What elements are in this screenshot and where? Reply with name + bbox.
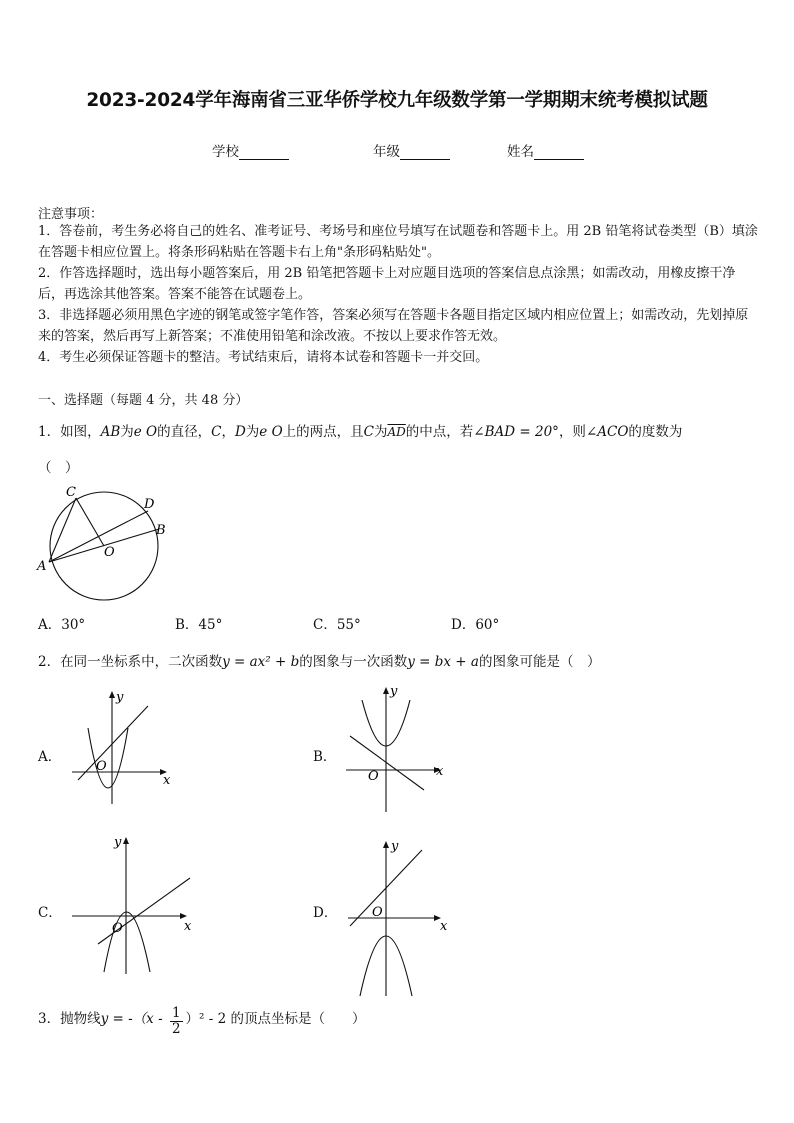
q1-angle-aco: ∠ACO	[585, 424, 629, 440]
q1-t: 为	[245, 424, 260, 440]
notes-heading: 注意事项：	[38, 207, 104, 222]
q1-t: 的中点，若	[405, 424, 474, 440]
q1-t: 上的两点，且	[282, 424, 364, 440]
label-o: O	[104, 545, 115, 560]
origin-label: O	[368, 769, 379, 784]
q2-graph-a	[68, 686, 178, 808]
q2-graph-d	[344, 836, 456, 1000]
origin-label: O	[372, 905, 383, 920]
question-3-text	[38, 1004, 365, 1035]
name-field	[507, 140, 584, 160]
y-label: y	[391, 839, 399, 854]
y-arrow	[123, 837, 129, 844]
q1-bracket: （ ）	[38, 460, 79, 476]
y-arrow	[383, 687, 389, 694]
q1-option-d[interactable]: D．60°	[451, 617, 500, 633]
x-label: x	[440, 919, 448, 934]
label-a: A	[37, 559, 47, 574]
name-label: 姓名	[507, 144, 534, 160]
note-3: 3．非选择题必须用黑色字迹的钢笔或签字笔作答，答案必须写在答题卡各题目指定区域内相应位置上；如需改动，先划掉原来的答案，然后再写上新答案；不准使用铅笔和涂改液。不按以上要求作答无效。	[38, 308, 749, 344]
x-label: x	[436, 764, 444, 779]
q2-linear: y = bx + a	[407, 654, 479, 670]
q1-t: ，则	[558, 424, 586, 440]
q2-graph-b	[340, 682, 450, 814]
q1-circle-o: e O	[259, 424, 283, 440]
origin-label: O	[96, 759, 107, 774]
segment-co	[76, 498, 104, 546]
q2-graph-c	[68, 832, 198, 978]
q1-arc-ad: $\overline{AD}$	[387, 425, 406, 439]
q1-option-c[interactable]: C．55°	[313, 617, 361, 633]
note-4: 4．考生必须保证答题卡的整洁。考试结束后，请将本试卷和答题卡一并交回。	[38, 350, 489, 365]
grade-label: 年级	[373, 144, 400, 160]
q1-t: ，	[221, 424, 235, 440]
q1-t: 的度数为	[628, 424, 683, 440]
question-1-text	[38, 420, 682, 440]
q1-circle-figure	[30, 478, 170, 608]
q1-t: 为	[120, 424, 134, 440]
line	[350, 736, 424, 790]
chord-ac	[49, 498, 76, 562]
q3-t: 3．抛物线	[38, 1011, 101, 1027]
y-label: y	[390, 684, 398, 699]
parabola	[104, 912, 150, 972]
name-blank	[534, 145, 584, 160]
question-2-text	[38, 650, 600, 670]
q2-option-d-label[interactable]: D．	[313, 905, 338, 921]
label-d: D	[144, 497, 155, 512]
q3-frac-den: 2	[171, 1021, 181, 1037]
q1-angle-bad: ∠BAD = 20°	[473, 424, 559, 440]
note-1: 1．答卷前，考生务必将自己的姓名、准考证号、考场号和座位号填写在试题卷和答题卡上。用 2B 铅笔将试卷类型（B）填涂在答题卡相应位置上。将条形码粘贴在答题卡右上角"条形码粘贴处"。	[38, 224, 758, 260]
q1-option-a[interactable]: A．30°	[38, 617, 86, 633]
line	[78, 706, 148, 780]
section-heading: 一、选择题（每题 4 分，共 48 分）	[38, 393, 249, 408]
school-field	[212, 140, 289, 160]
q2-option-c-label[interactable]: C．	[38, 905, 62, 921]
q3-frac-num: 1	[171, 1005, 181, 1021]
x-label: x	[184, 919, 192, 934]
parabola	[88, 728, 128, 788]
q1-num: 1．如图，	[38, 424, 101, 440]
q1-d: D	[234, 424, 246, 440]
q3-fraction	[170, 1006, 183, 1037]
q3-expr: y = -（x -	[100, 1011, 163, 1027]
grade-blank	[400, 145, 450, 160]
q2-quadratic: y = ax² + b	[222, 654, 300, 670]
label-c: C	[66, 485, 76, 500]
y-arrow	[109, 691, 115, 698]
x-label: x	[163, 773, 171, 788]
school-label: 学校	[212, 144, 239, 160]
origin-label: O	[112, 921, 123, 936]
q1-option-b[interactable]: B．45°	[175, 617, 223, 633]
q2-t: 的图象可能是（ ）	[478, 654, 601, 670]
page-title: 2023-2024学年海南省三亚华侨学校九年级数学第一学期期末统考模拟试题	[86, 90, 708, 111]
q1-t: 为	[374, 424, 388, 440]
y-label: y	[114, 835, 122, 850]
q2-t: 的图象与一次函数	[299, 654, 408, 670]
grade-field	[373, 140, 450, 160]
label-b: B	[156, 523, 166, 538]
y-label: y	[116, 690, 124, 705]
q2-t: 2．在同一坐标系中，二次函数	[38, 654, 223, 670]
school-blank	[239, 145, 289, 160]
q2-option-a-label[interactable]: A．	[38, 749, 62, 765]
q1-t: 的直径，	[157, 424, 212, 440]
note-2: 2．作答选择题时，选出每小题答案后，用 2B 铅笔把答题卡上对应题目选项的答案信息点涂黑；如需改动，用橡皮擦干净后，再选涂其他答案。答案不能答在试题卷上。	[38, 266, 736, 302]
q3-t: ）² - 2 的顶点坐标是（ ）	[185, 1011, 366, 1027]
q1-c: C	[363, 424, 374, 440]
q1-c: C	[211, 424, 222, 440]
y-arrow	[383, 841, 389, 848]
q1-ab: AB	[100, 424, 121, 440]
q1-circle-o: e O	[133, 424, 158, 440]
q2-option-b-label[interactable]: B．	[313, 749, 337, 765]
